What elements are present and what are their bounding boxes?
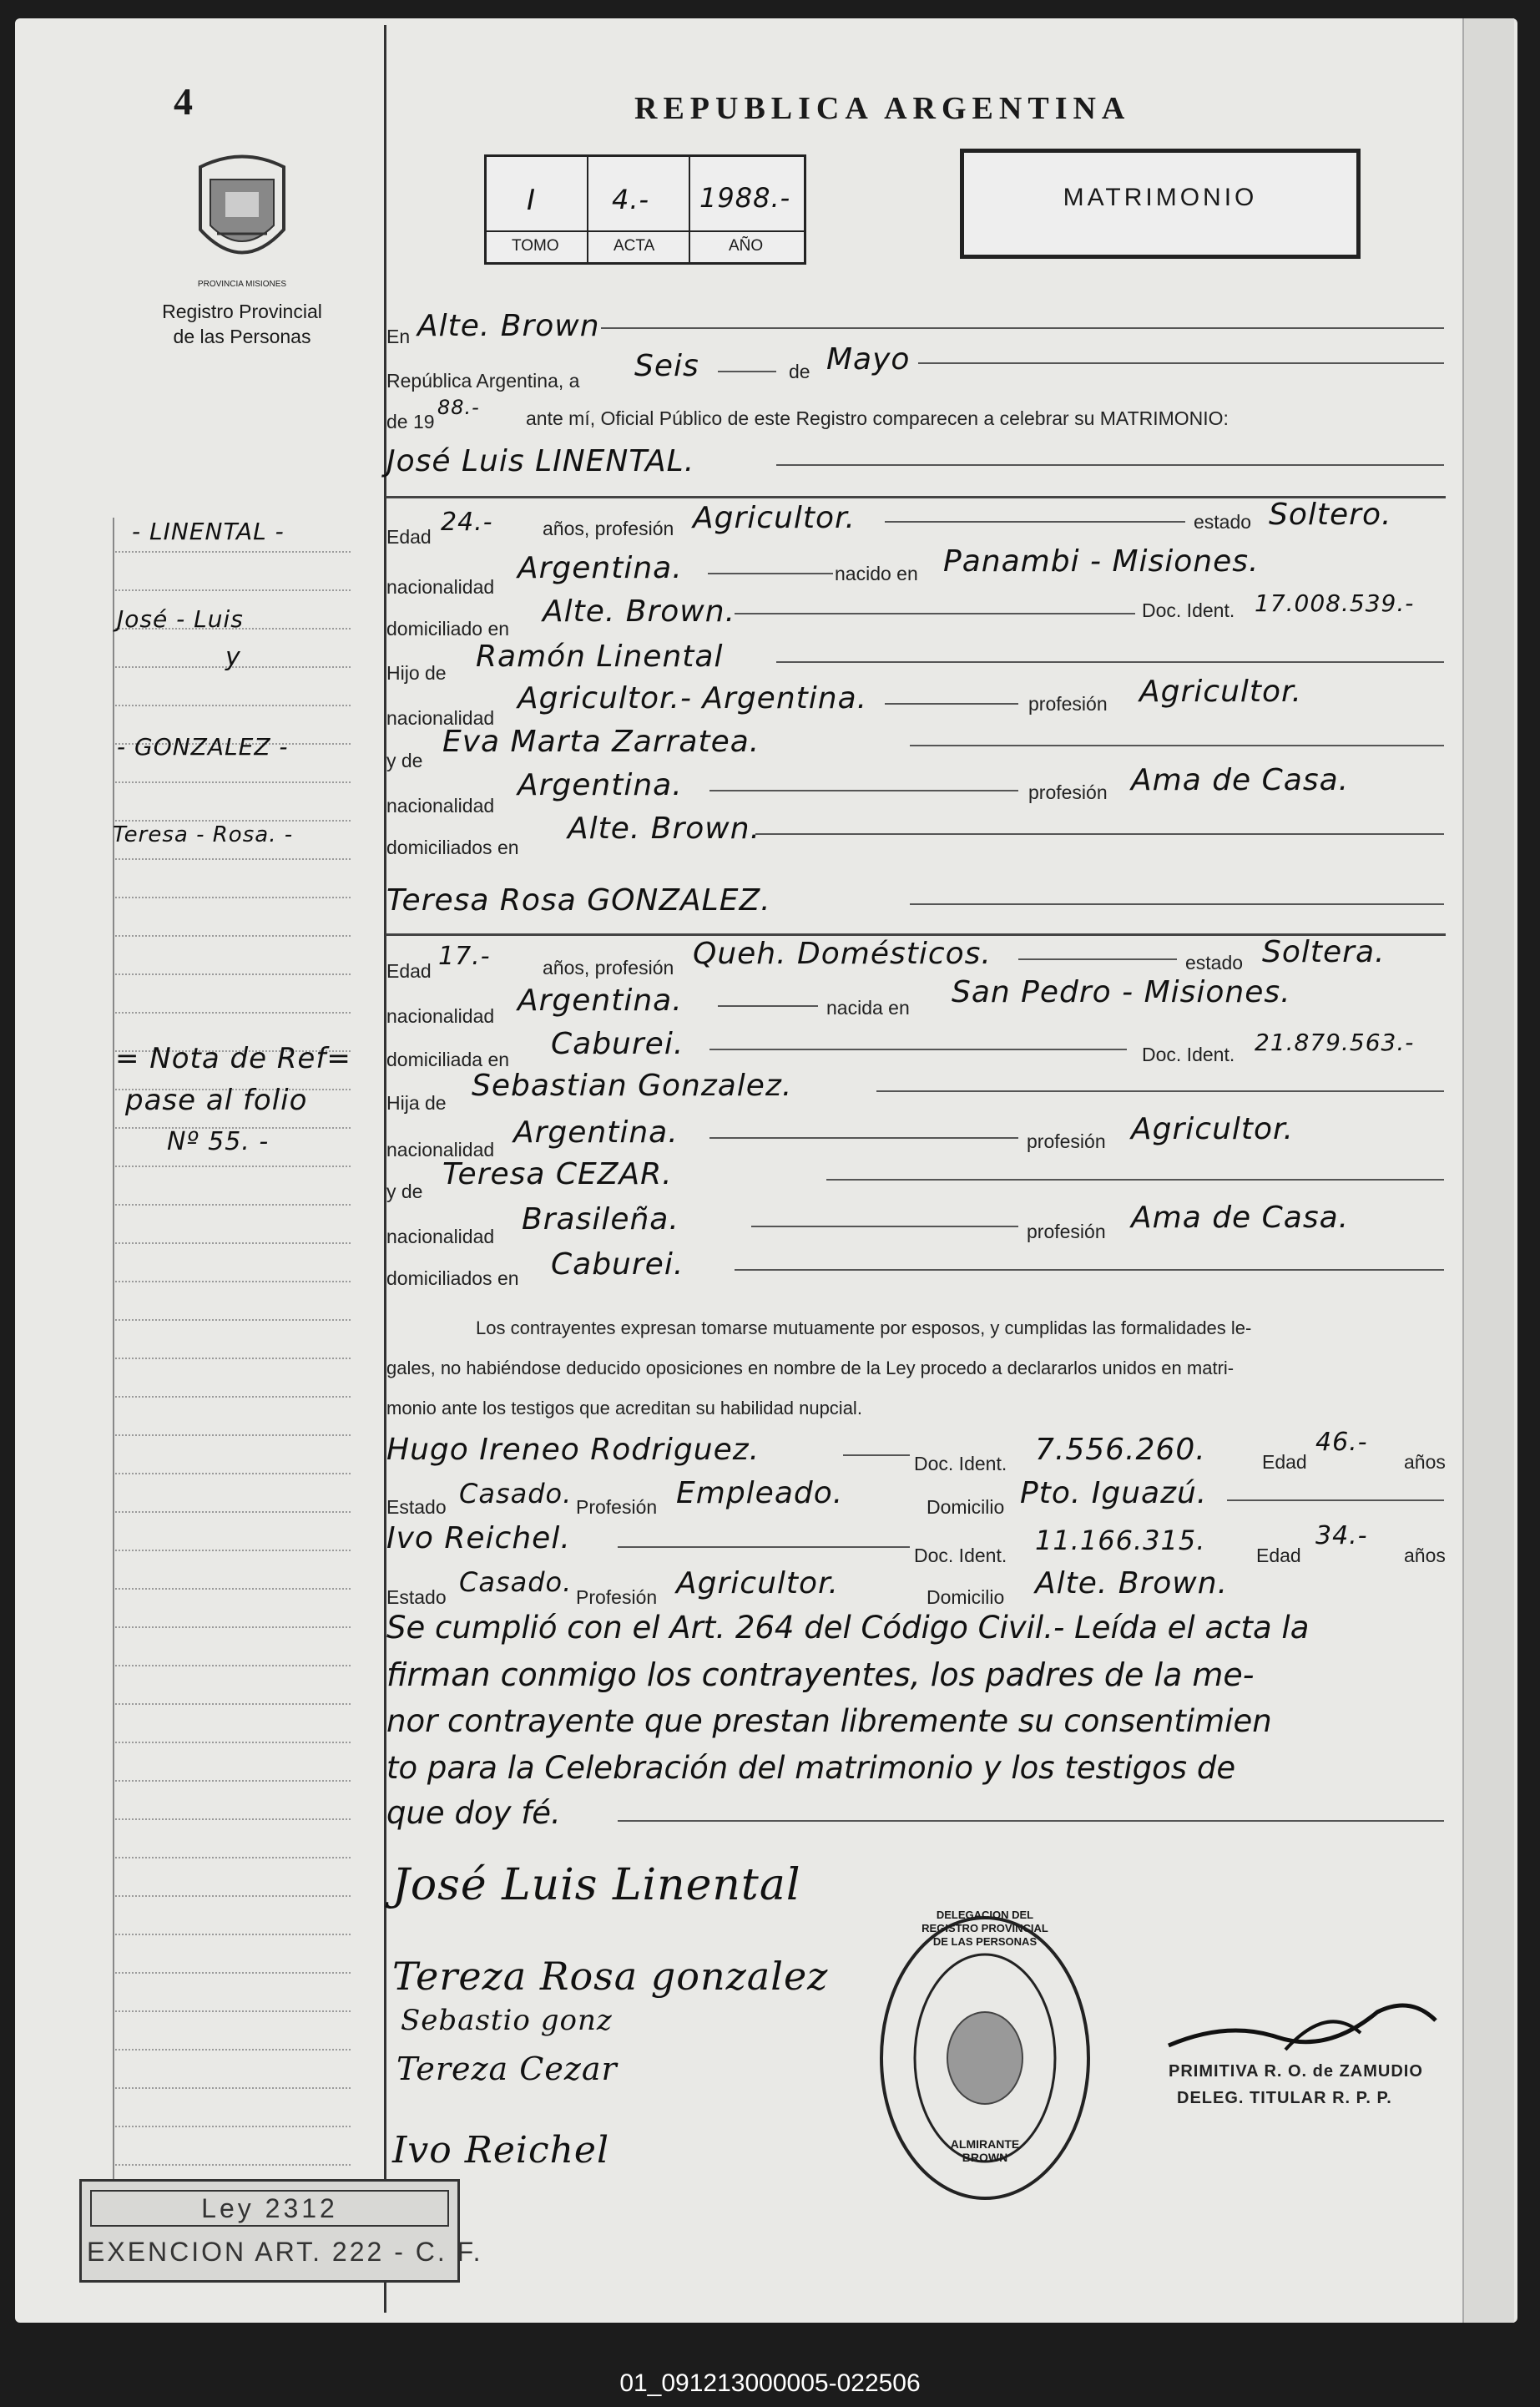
groom-father-nat-line [885, 703, 1018, 705]
bride-estado: Soltera. [1262, 935, 1386, 969]
margin-divider [384, 25, 386, 2313]
groom-father-line [776, 661, 1444, 663]
groom-mother-nat-label: nacionalidad [386, 795, 495, 817]
day: Seis [634, 349, 699, 383]
groom-nat-label: nacionalidad [386, 576, 495, 598]
official-stamp-line2: DELEG. TITULAR R. P. P. [1177, 2089, 1392, 2107]
margin-note-line2: pase al folio [125, 1084, 308, 1117]
groom-anos-label: años, profesión [543, 518, 674, 539]
witness2-doc: 11.166.315. [1035, 1525, 1206, 1556]
groom-mother-nat-line [709, 790, 1018, 791]
bride-nationality: Argentina. [518, 984, 683, 1018]
official-stamp-line1: PRIMITIVA R. O. de ZAMUDIO [1169, 2062, 1423, 2081]
right-binding-strip [1462, 18, 1514, 2323]
witness1-profession: Empleado. [676, 1476, 844, 1510]
notes-line5: que doy fé. [386, 1795, 561, 1831]
groom-name-line [776, 464, 1444, 466]
witness1-name: Hugo Ireneo Rodriguez. [386, 1433, 760, 1467]
witness2-doc-label: Doc. Ident. [914, 1545, 1007, 1566]
witness2-dom-label: Domicilio [927, 1586, 1005, 1608]
acta-label: ACTA [613, 237, 655, 255]
groom-nat-line [708, 573, 833, 574]
groom-nacido-label: nacido en [835, 563, 918, 584]
year-prefix: de 19 [386, 411, 435, 432]
bride-birthplace: San Pedro - Misiones. [952, 975, 1291, 1009]
groom-mother-prof-label: profesión [1028, 781, 1108, 803]
witness1-doc-label: Doc. Ident. [914, 1453, 1007, 1474]
year-suffix: 88.- [437, 396, 480, 419]
bride-nat-line [718, 1005, 818, 1007]
witness2-estado-label: Estado [386, 1586, 447, 1608]
bride-name-line [910, 903, 1444, 905]
margin-note-line3: Nº 55. - [167, 1127, 270, 1156]
witness2-age: 34.- [1315, 1521, 1368, 1550]
bride-nacida-label: nacida en [826, 997, 910, 1019]
witness2-name-line [618, 1546, 910, 1548]
official-signature-mark [1160, 1987, 1444, 2062]
margin-note-line1: = Nota de Ref= [115, 1042, 351, 1075]
margin-groom-names: José - Luis [117, 605, 244, 633]
bride-estado-label: estado [1185, 952, 1244, 973]
acta-value: 4.- [612, 184, 650, 215]
groom-parents-dom-line [755, 833, 1444, 835]
groom-full-name: José Luis LINENTAL. [386, 444, 695, 478]
notes-line1: Se cumplió con el Art. 264 del Código Civil.- Leída el acta la [386, 1610, 1310, 1646]
country-title: REPUBLICA ARGENTINA [634, 91, 1131, 126]
margin-conjunction: y [225, 643, 241, 672]
republica-label: República Argentina, a [386, 370, 580, 392]
groom-parents-dom: Alte. Brown. [568, 812, 761, 846]
left-margin-line [113, 518, 114, 2229]
witness2-name: Ivo Reichel. [386, 1521, 571, 1555]
round-stamp-text: DELEGACION DEL REGISTRO PROVINCIAL DE LAS PERSONAS [921, 1909, 1048, 1948]
bride-mother-nat: Brasileña. [522, 1202, 679, 1236]
bride-father: Sebastian Gonzalez. [472, 1069, 793, 1103]
bride-mother-line [826, 1179, 1444, 1181]
groom-profession: Agricultor. [693, 501, 856, 535]
groom-estado: Soltero. [1269, 498, 1392, 532]
round-stamp-bottom: ALMIRANTE BROWN [950, 2137, 1020, 2164]
witness2-domicile: Alte. Brown. [1035, 1566, 1229, 1600]
place: Alte. Brown [417, 309, 600, 343]
place-line [601, 327, 1444, 329]
record-box [484, 154, 806, 265]
groom-doc-label: Doc. Ident. [1142, 599, 1235, 621]
witness1-estado-label: Estado [386, 1496, 447, 1518]
de-label: de [789, 361, 810, 382]
bride-age: 17.- [438, 942, 491, 971]
witness2-anos-label: años [1404, 1545, 1446, 1566]
bride-profession: Queh. Domésticos. [693, 937, 992, 971]
witness2-estado: Casado. [459, 1566, 573, 1598]
groom-parents-dom-label: domiciliados en [386, 837, 519, 858]
ano-label: AÑO [729, 237, 764, 255]
witness1-doc: 7.556.260. [1035, 1433, 1206, 1467]
bride-nat-label: nacionalidad [386, 1005, 495, 1027]
bride-anos-label: años, profesión [543, 957, 674, 978]
ano-value: 1988.- [699, 182, 791, 214]
witness1-age: 46.- [1315, 1428, 1368, 1457]
witness1-name-line [843, 1454, 910, 1456]
month: Mayo [826, 342, 911, 377]
bride-father-prof: Agricultor. [1131, 1112, 1294, 1146]
groom-father-nat-label: nacionalidad [386, 707, 495, 729]
witness1-estado: Casado. [459, 1478, 573, 1509]
witness1-dom-label: Domicilio [927, 1496, 1005, 1518]
bride-father-nat-label: nacionalidad [386, 1139, 495, 1161]
groom-father-prof-label: profesión [1028, 693, 1108, 715]
seal-text: PROVINCIA MISIONES [197, 280, 287, 289]
ante-text: ante mí, Oficial Público de este Registro comparecen a celebrar su MATRIMONIO: [526, 407, 1229, 429]
groom-father-prof: Agricultor. [1139, 675, 1302, 709]
margin-bride-surname: - GONZALEZ - [117, 733, 289, 761]
groom-mother: Eva Marta Zarratea. [442, 725, 760, 759]
signature-mother: Tereza Cezar [396, 2051, 618, 2087]
bride-yde-label: y de [386, 1181, 423, 1202]
bride-mother-nat-label: nacionalidad [386, 1226, 495, 1247]
witness2-profession: Agricultor. [676, 1566, 839, 1600]
groom-estado-label: estado [1194, 511, 1252, 533]
witness1-dom-line [1227, 1499, 1444, 1501]
bride-dom-line [709, 1049, 1127, 1050]
bride-mother: Teresa CEZAR. [442, 1157, 673, 1191]
bride-doc: 21.879.563.- [1255, 1029, 1415, 1056]
groom-age: 24.- [441, 508, 493, 537]
bride-father-line [876, 1090, 1444, 1092]
bride-father-nat-line [709, 1137, 1018, 1139]
groom-doc: 17.008.539.- [1255, 589, 1415, 617]
bottom-stamp-line2: EXENCION ART. 222 - C. F. [87, 2237, 483, 2267]
groom-mother-prof: Ama de Casa. [1131, 763, 1350, 797]
notes-end-line [618, 1820, 1444, 1822]
day-line [718, 371, 776, 372]
groom-birthplace: Panambi - Misiones. [943, 544, 1260, 579]
witness1-domicile: Pto. Iguazú. [1020, 1476, 1208, 1510]
groom-edad-label: Edad [386, 526, 432, 548]
notes-line2: firman conmigo los contrayentes, los padres de la me- [386, 1656, 1255, 1693]
witness1-edad-label: Edad [1262, 1451, 1307, 1473]
groom-mother-nat: Argentina. [518, 768, 683, 802]
declaration-line3: monio ante los testigos que acreditan su habilidad nupcial. [386, 1398, 862, 1418]
groom-prof-line [885, 521, 1185, 523]
bride-mother-prof-label: profesión [1027, 1221, 1106, 1242]
signature-witness: Ivo Reichel [392, 2129, 610, 2172]
margin-bride-names: Teresa - Rosa. - [113, 822, 294, 847]
groom-domicile: Alte. Brown. [543, 594, 736, 629]
month-line [918, 362, 1444, 364]
tomo-value: I [527, 184, 537, 217]
witness1-anos-label: años [1404, 1451, 1446, 1473]
bride-full-name: Teresa Rosa GONZALEZ. [386, 883, 771, 918]
signature-bride: Tereza Rosa gonzalez [392, 1954, 829, 1999]
groom-mother-line [910, 745, 1444, 746]
bride-domicile: Caburei. [551, 1027, 684, 1061]
bride-father-nat: Argentina. [513, 1115, 679, 1150]
groom-dom-line [735, 613, 1135, 614]
bottom-stamp-line1: Ley 2312 [201, 2193, 338, 2223]
groom-yde-label: y de [386, 750, 423, 771]
declaration-line2: gales, no habiéndose deducido oposiciones en nombre de la Ley procedo a declararlos unidos en matri- [386, 1358, 1235, 1378]
bride-parents-dom: Caburei. [551, 1247, 684, 1282]
witness2-prof-label: Profesión [576, 1586, 658, 1608]
groom-dom-label: domiciliado en [386, 618, 510, 640]
bride-doc-label: Doc. Ident. [1142, 1044, 1235, 1065]
declaration-line1: Los contrayentes expresan tomarse mutuamente por esposos, y cumplidas las formalidades le- [476, 1317, 1252, 1338]
tomo-label: TOMO [512, 237, 559, 255]
page-number: 4 [174, 80, 193, 123]
groom-father-nat: Agricultor.- Argentina. [518, 681, 868, 716]
bride-mother-nat-line [751, 1226, 1018, 1227]
bride-father-prof-label: profesión [1027, 1130, 1106, 1152]
margin-groom-surname: - LINENTAL - [132, 518, 285, 545]
bride-parents-dom-line [735, 1269, 1444, 1271]
registry-name: Registro Provincial de las Personas [162, 301, 322, 347]
bride-edad-label: Edad [386, 960, 432, 982]
en-label: En [386, 326, 411, 347]
bride-dom-label: domiciliada en [386, 1049, 510, 1070]
signature-father: Sebastio gonz [401, 2004, 613, 2037]
notes-line3: nor contrayente que prestan libremente su consentimien [386, 1703, 1272, 1739]
footer-id: 01_091213000005-022506 [619, 2369, 921, 2397]
bride-parents-dom-label: domiciliados en [386, 1267, 519, 1289]
province-seal [192, 150, 292, 276]
bride-mother-prof: Ama de Casa. [1131, 1201, 1350, 1235]
bride-hija-label: Hija de [386, 1092, 447, 1114]
bride-prof-line [1018, 958, 1177, 960]
witness2-edad-label: Edad [1256, 1545, 1301, 1566]
document-type: MATRIMONIO [1063, 184, 1258, 211]
notes-line4: to para la Celebración del matrimonio y los testigos de [386, 1750, 1236, 1786]
witness1-prof-label: Profesión [576, 1496, 658, 1518]
signature-groom: José Luis Linental [392, 1860, 801, 1910]
bottom-stamp [79, 2179, 483, 2283]
groom-father: Ramón Linental [476, 640, 724, 674]
groom-hijo-label: Hijo de [386, 662, 447, 684]
groom-nationality: Argentina. [518, 551, 683, 585]
